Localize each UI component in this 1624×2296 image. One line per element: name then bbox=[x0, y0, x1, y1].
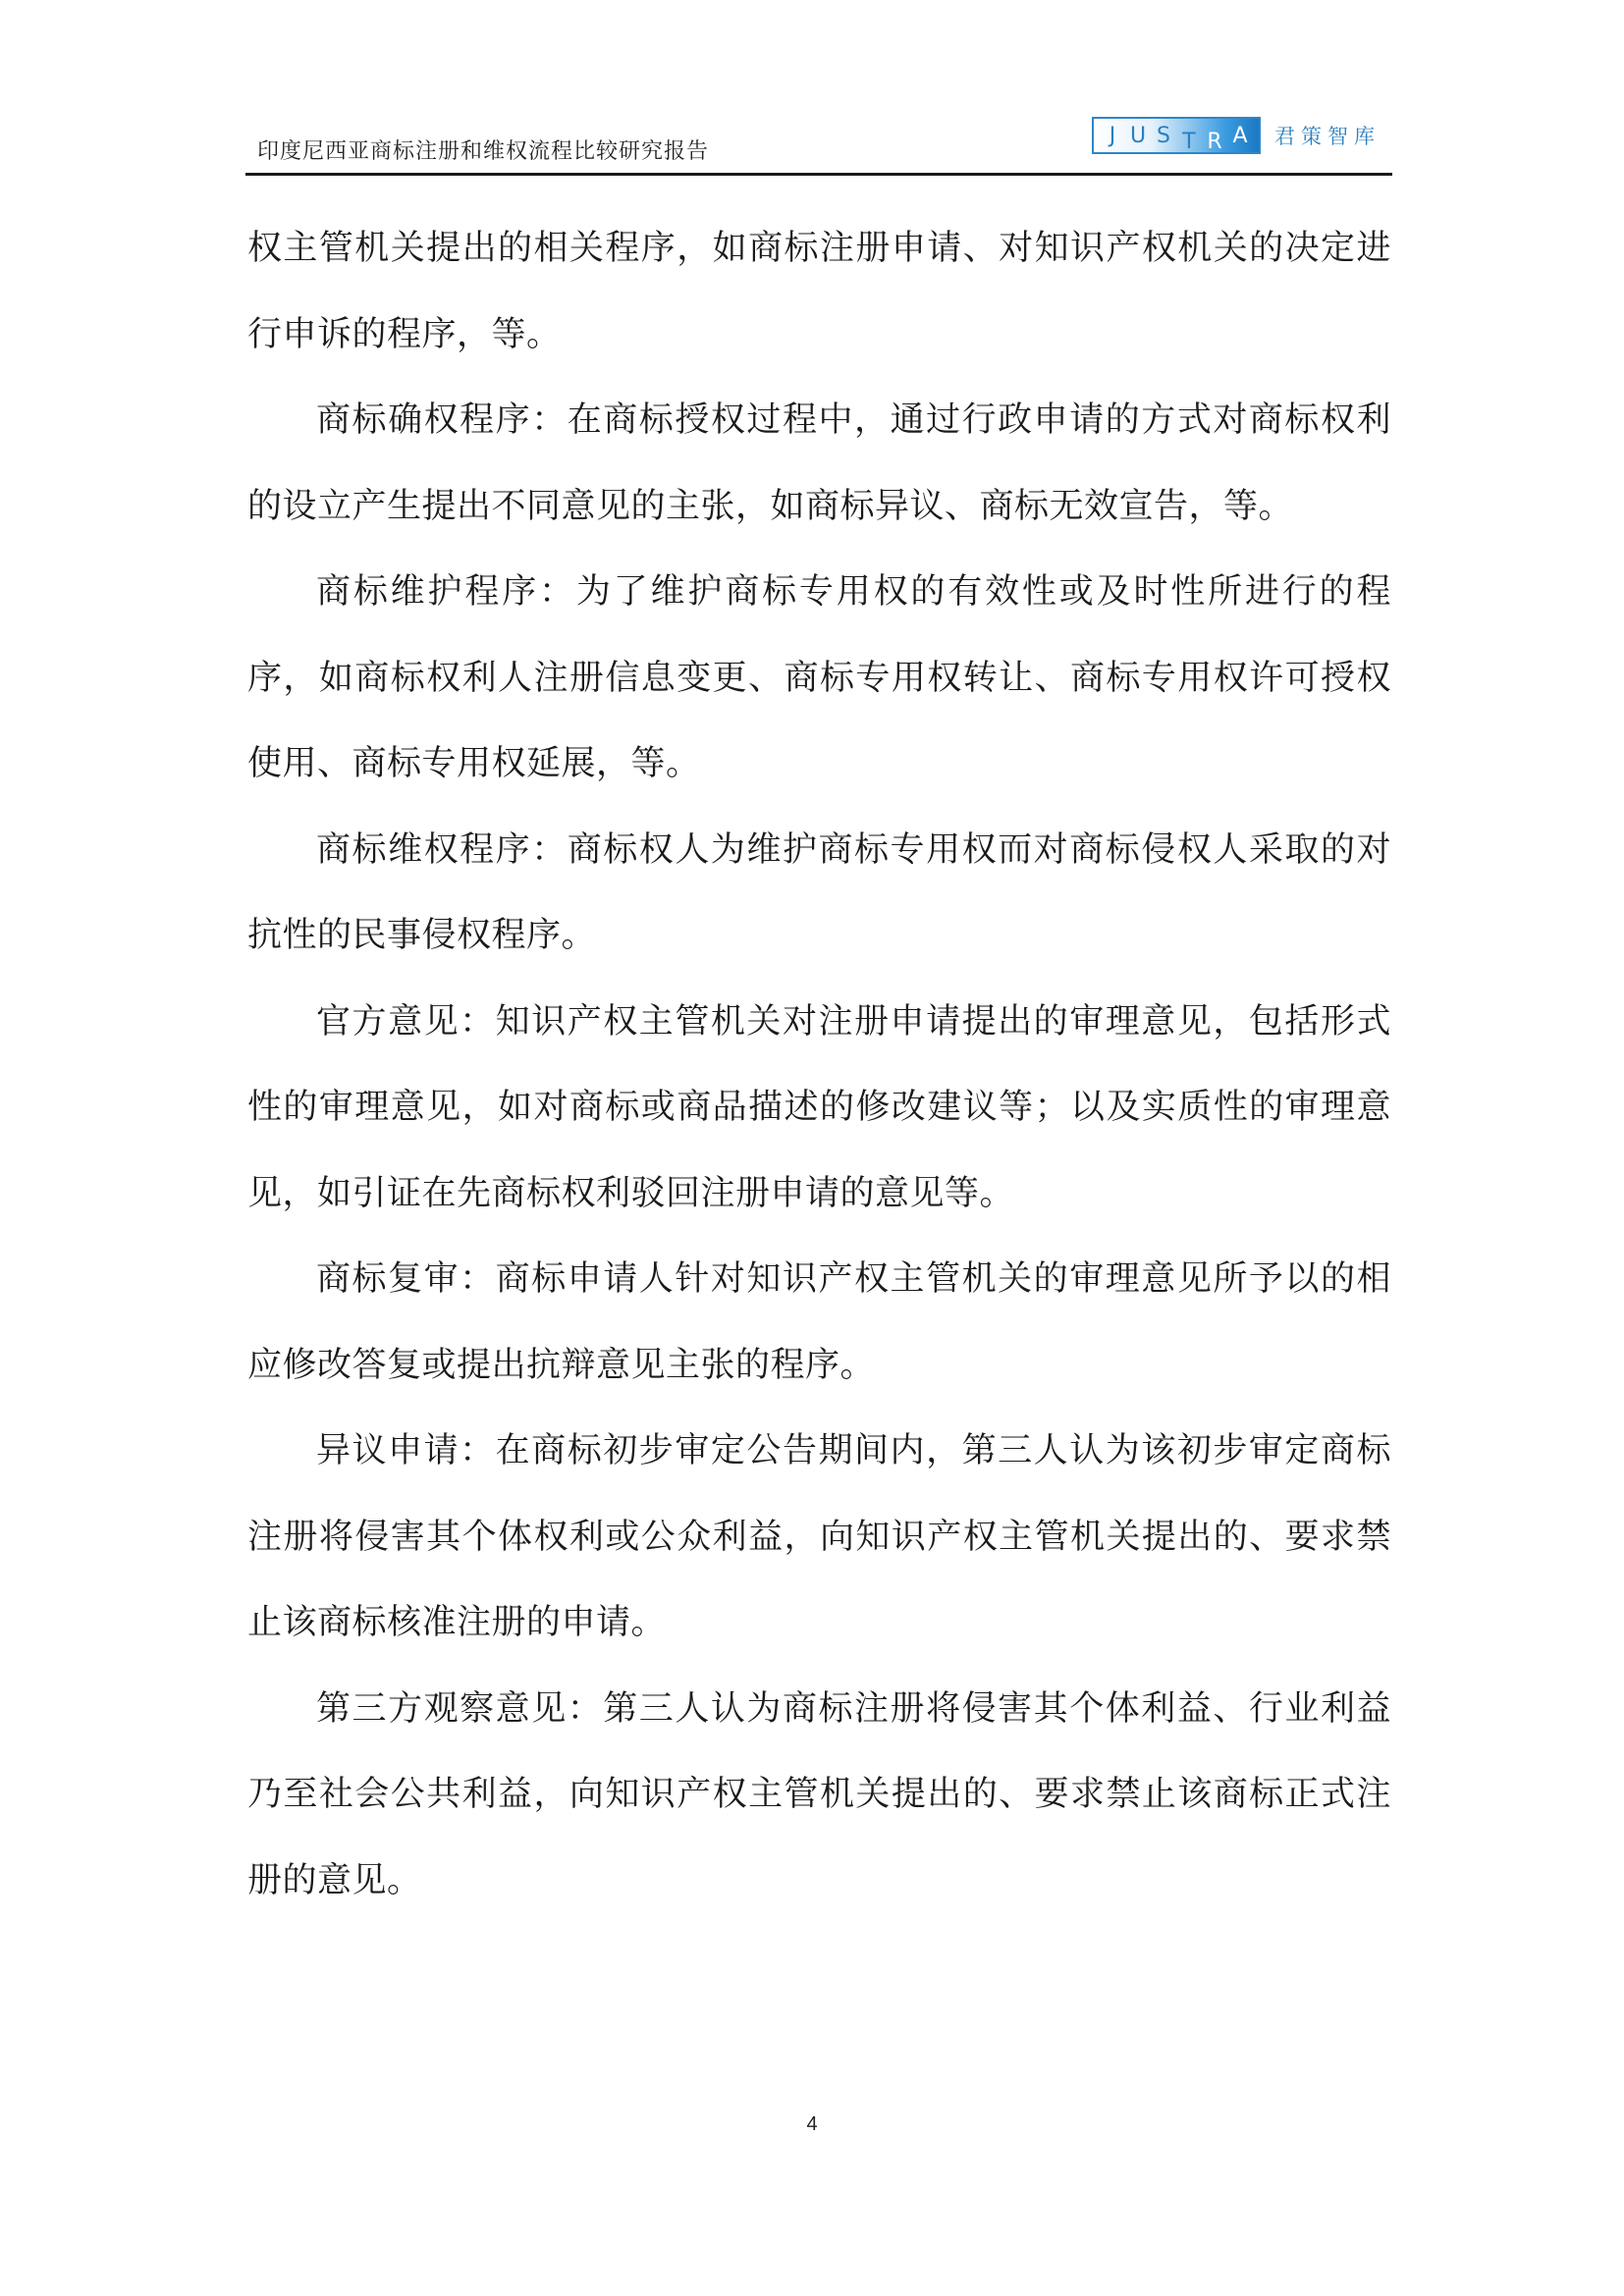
page-header bbox=[245, 116, 1392, 175]
logo-text: 君策智库 bbox=[1274, 125, 1380, 148]
page-number: 4 bbox=[806, 2113, 818, 2135]
logo-letter: J bbox=[1109, 123, 1116, 148]
paragraph-official-opinion: 官方意见：知识产权主管机关对注册申请提出的审理意见，包括形式性的审理意见，如对商标或商品描述的修改建议等；以及实质性的审理意见，如引证在先商标权利驳回注册申请的意见等。 bbox=[247, 1001, 1391, 1213]
document-body bbox=[247, 206, 1391, 1924]
logo-letter: S bbox=[1157, 123, 1170, 148]
paragraph-trademark-review: 商标复审：商标申请人针对知识产权主管机关的审理意见所予以的相应修改答复或提出抗辩意见主张的程序。 bbox=[247, 1259, 1391, 1385]
logo-letter: T bbox=[1182, 129, 1196, 154]
report-title: 印度尼西亚商标注册和维权流程比较研究报告 bbox=[257, 139, 710, 164]
logo-letter: U bbox=[1129, 123, 1147, 148]
paragraph-trademark-maintenance: 商标维护程序：为了维护商标专用权的有效性或及时性所进行的程序，如商标权利人注册信息变更、商标专用权转让、商标专用权许可授权使用、商标专用权延展，等。 bbox=[247, 572, 1391, 783]
logo-mark bbox=[1092, 117, 1261, 154]
paragraph-third-party-observation: 第三方观察意见：第三人认为商标注册将侵害其个体利益、行业利益乃至社会公共利益，向知识产权主管机关提出的、要求禁止该商标正式注册的意见。 bbox=[247, 1688, 1391, 1900]
logo-letter: A bbox=[1232, 123, 1248, 148]
header-divider bbox=[245, 173, 1392, 176]
paragraph-continuation: 权主管机关提出的相关程序，如商标注册申请、对知识产权机关的决定进行申诉的程序，等。 bbox=[247, 229, 1391, 354]
paragraph-trademark-enforcement: 商标维权程序：商标权人为维护商标专用权而对商标侵权人采取的对抗性的民事侵权程序。 bbox=[247, 829, 1391, 955]
justra-logo bbox=[1092, 116, 1380, 155]
paragraph-opposition: 异议申请：在商标初步审定公告期间内，第三人认为该初步审定商标注册将侵害其个体权利或公众利益，向知识产权主管机关提出的、要求禁止该商标核准注册的申请。 bbox=[247, 1431, 1391, 1642]
logo-letter: R bbox=[1207, 129, 1222, 154]
paragraph-trademark-confirmation: 商标确权程序：在商标授权过程中，通过行政申请的方式对商标权利的设立产生提出不同意见的主张，如商标异议、商标无效宣告，等。 bbox=[247, 400, 1391, 526]
